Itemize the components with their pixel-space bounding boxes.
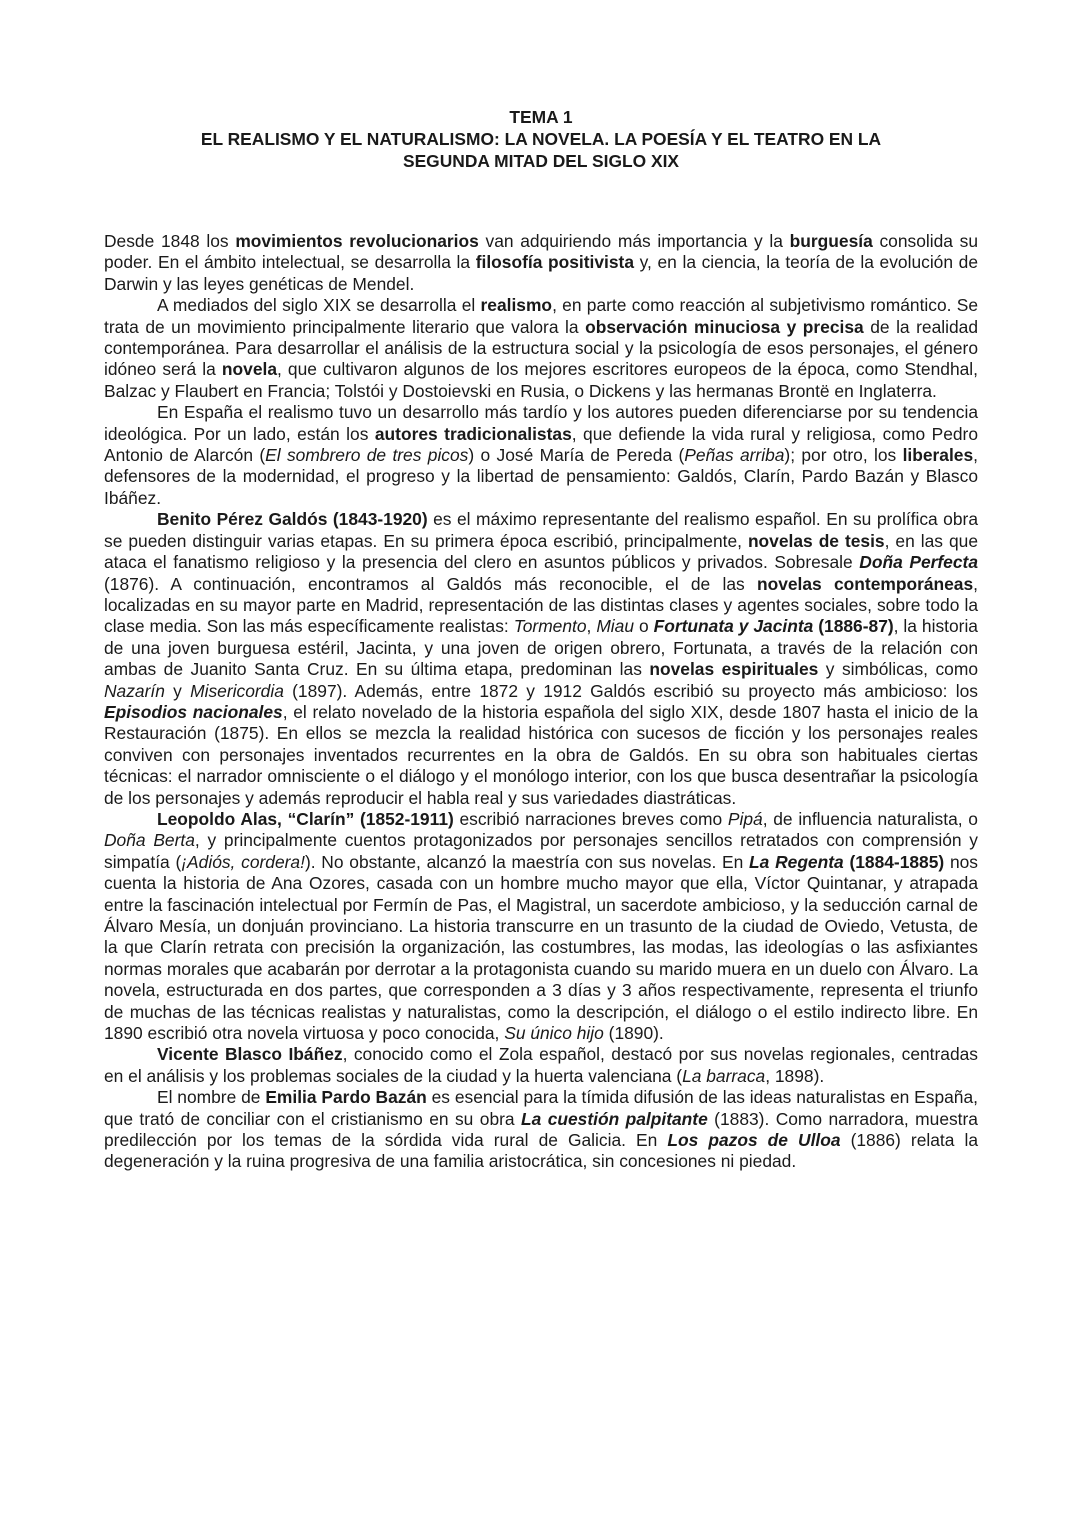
italic-title: El sombrero de tres picos bbox=[265, 445, 469, 466]
bold-term: Leopoldo Alas, “Clarín” (1852-1911) bbox=[157, 808, 454, 829]
text-run: nos cuenta la historia de Ana Ozores, casada con un hombre mucho mayor que ella, Víctor Quintanar, y atrapada entre la fascinación intelectual por Fermín de Pas, el Magistral, un sacerdote ambicioso, y la seducción carnal de Álvaro Mesía, un donjuán provinciano. La historia transcurre en un trasunto de la ciudad de Oviedo, Vetusta, de la que Clarín retrata con precisión la organización, las costumbres, las modas, las ideologías o las asfixiantes normas morales que acabarán por derrotar a la protagonista cuando su marido muera en un duelo con Álvaro. La novela, estructurada en dos partes, que corresponden a 3 días y 3 años respectivamente, representa el triunfo de muchas de las técnicas realistas y naturalistas, como la descripción, el diálogo o el estilo indirecto libre. En 1890 escribió otra novela virtuosa y poco conocida, bbox=[104, 851, 978, 1044]
paragraph-realismo bbox=[104, 295, 978, 402]
title-line-1: EL REALISMO Y EL NATURALISMO: LA NOVELA. LA POESÍA Y EL TEATRO EN LA bbox=[200, 129, 882, 149]
text-run: ); por otro, los bbox=[784, 445, 903, 466]
text-run: (1876). A continuación, encontramos al Galdós más reconocible, el de las bbox=[104, 573, 757, 594]
text-run: de la realidad contemporánea. Para desarrollar el análisis de la estructura social y la psicología de esos personajes, el género idóneo será la bbox=[104, 316, 978, 380]
text-run: escribió narraciones breves como bbox=[453, 808, 728, 829]
bold-term: liberales bbox=[902, 445, 974, 466]
bold-italic-title: Doña Perfecta bbox=[859, 552, 978, 573]
bold-italic-title: Fortunata y Jacinta bbox=[653, 616, 814, 637]
document-header bbox=[104, 106, 978, 172]
text-run: , el relato novelado de la historia española del siglo XIX, desde 1807 hasta el inicio de la Restauración (1875). En ellos se mezcla la realidad histórica con sucesos de ficción y los personajes reales conviven con personajes inventados recurrentes en la obra de Galdós. En su obra son habituales ciertas técnicas: el narrador omnisciente o el diálogo y el monólogo interior, con los que busca desentrañar la psicología de los personajes y además reproducir el habla real y sus variedades diastráticas. bbox=[104, 701, 978, 808]
bold-term: burguesía bbox=[789, 231, 873, 251]
text-run: , en las que ataca el fanatismo religioso y la presencia del clero en asuntos públicos y privados. Sobresale bbox=[104, 530, 978, 573]
paragraph-blasco bbox=[104, 1044, 978, 1087]
italic-title: La barraca bbox=[682, 1065, 766, 1086]
bold-term: observación minuciosa y precisa bbox=[585, 316, 864, 337]
bold-term: Vicente Blasco Ibáñez bbox=[157, 1044, 343, 1065]
bold-italic-title: La Regenta bbox=[749, 851, 844, 872]
bold-term: Benito Pérez Galdós (1843-1920) bbox=[157, 509, 428, 530]
text-run: es el máximo representante del realismo español. En su prolífica obra se pueden distinguir varias etapas. En su primera época escribió, principalmente, bbox=[104, 509, 978, 551]
bold-term: novelas de tesis bbox=[747, 530, 885, 551]
text-run: , conocido como el Zola español, destacó por sus novelas regionales, centradas en el análisis y los problemas sociales de la ciudad y la huerta valenciana ( bbox=[104, 1044, 979, 1086]
italic-title: Miau bbox=[596, 616, 635, 637]
italic-title: Tormento bbox=[513, 616, 587, 637]
text-run: , defensores de la modernidad, el progreso y la libertad de pensamiento: Galdós, Clarín, Pardo Bazán y Blasco Ibáñez. bbox=[104, 445, 978, 508]
text-run: , en parte como reacción al subjetivismo romántico. Se trata de un movimiento principalmente literario que valora la bbox=[104, 295, 979, 337]
paragraph-clarin bbox=[104, 809, 978, 1044]
text-run: (1883). Como narradora, muestra predilección por los temas de la sórdida vida rural de Galicia. En bbox=[104, 1108, 978, 1151]
text-run: , que defiende la vida rural y religiosa, como Pedro Antonio de Alarcón ( bbox=[104, 423, 979, 466]
text-run: , y principalmente cuentos protagonizados por personajes sencillos retratados con comprensión y simpatía ( bbox=[104, 830, 978, 872]
text-run: es esencial para la tímida difusión de las ideas naturalistas en España, que trató de conciliar con el cristianismo en su obra bbox=[104, 1087, 978, 1129]
text-run: , la historia de una joven burguesa estéril, Jacinta, y una joven de origen obrero, Fortunata, a través de la relación con ambas de Juanito Santa Cruz. En su última etapa, predominan las bbox=[104, 616, 978, 680]
bold-italic-title: Episodios nacionales bbox=[104, 701, 283, 722]
bold-term: Emilia Pardo Bazán bbox=[265, 1087, 427, 1108]
italic-title: Misericordia bbox=[190, 680, 284, 701]
text-run: (1897). Además, entre 1872 y 1912 Galdós escribió su proyecto más ambicioso: los bbox=[283, 680, 979, 701]
bold-term: novelas espirituales bbox=[649, 659, 819, 680]
text-run: (1890). bbox=[603, 1023, 664, 1044]
title-line-2: SEGUNDA MITAD DEL SIGLO XIX bbox=[402, 151, 680, 171]
document-page bbox=[104, 106, 978, 1173]
paragraph-galdos bbox=[104, 509, 978, 809]
italic-title: Peñas arriba bbox=[684, 445, 785, 466]
paragraph-pardo-bazan bbox=[104, 1087, 978, 1173]
text-run: o bbox=[634, 616, 654, 637]
bold-term: novelas contemporáneas bbox=[756, 573, 974, 594]
text-run: , que cultivaron algunos de los mejores escritores europeos de la época, como Stendhal, Balzac y Flaubert en Francia; Tolstói y Dostoievski en Rusia, o Dickens y las hermanas Brontë en Inglaterra. bbox=[104, 359, 978, 401]
text-run: En España el realismo tuvo un desarrollo más tardío y los autores pueden diferenciarse por su tendencia ideológica. Por un lado, están los bbox=[104, 402, 978, 444]
text-run: Desde 1848 los bbox=[104, 231, 236, 251]
text-run: , localizadas en su mayor parte en Madrid, representación de las distintas clases y agentes sociales, sobre todo la clase media. Son las más específicamente realistas: bbox=[104, 573, 978, 637]
theme-label: TEMA 1 bbox=[509, 107, 573, 127]
italic-title: Pipá bbox=[727, 808, 763, 829]
bold-term: realismo bbox=[480, 295, 553, 316]
bold-italic-title: Los pazos de Ulloa bbox=[667, 1130, 841, 1151]
text-run: (1886) relata la degeneración y la ruina progresiva de una familia aristocrática, sin concesiones ni piedad. bbox=[104, 1130, 978, 1172]
text-run: , bbox=[586, 616, 597, 637]
text-run: consolida su poder. En el ámbito intelectual, se desarrolla la bbox=[104, 231, 979, 273]
text-run: , de influencia naturalista, o bbox=[762, 808, 978, 829]
text-run: y, en la ciencia, la teoría de la evolución de Darwin y las leyes genéticas de Mendel. bbox=[104, 252, 978, 294]
bold-italic-title: La cuestión palpitante bbox=[521, 1108, 708, 1129]
document-body bbox=[104, 231, 978, 1173]
bold-term: autores tradicionalistas bbox=[374, 423, 572, 444]
text-run: El nombre de bbox=[157, 1087, 266, 1108]
italic-title: Doña Berta bbox=[104, 830, 195, 851]
text-run: van adquiriendo más importancia y la bbox=[478, 231, 790, 251]
paragraph-espana bbox=[104, 402, 978, 509]
bold-term: movimientos revolucionarios bbox=[235, 231, 479, 251]
italic-title: Nazarín bbox=[104, 680, 165, 701]
text-run: ) o José María de Pereda ( bbox=[468, 445, 685, 466]
bold-term: (1884-1885) bbox=[843, 851, 945, 872]
bold-term: (1886-87) bbox=[813, 616, 894, 637]
text-run: y simbólicas, como bbox=[818, 659, 978, 680]
italic-title: ¡Adiós, cordera! bbox=[181, 851, 305, 872]
text-run: A mediados del siglo XIX se desarrolla el bbox=[157, 295, 481, 316]
paragraph-context bbox=[104, 231, 978, 295]
bold-term: novela bbox=[221, 359, 277, 380]
text-run: y bbox=[164, 680, 191, 701]
bold-term: filosofía positivista bbox=[475, 252, 635, 273]
text-run: ). No obstante, alcanzó la maestría con sus novelas. En bbox=[304, 851, 750, 872]
text-run: , 1898). bbox=[765, 1065, 825, 1086]
italic-title: Su único hijo bbox=[504, 1023, 604, 1044]
